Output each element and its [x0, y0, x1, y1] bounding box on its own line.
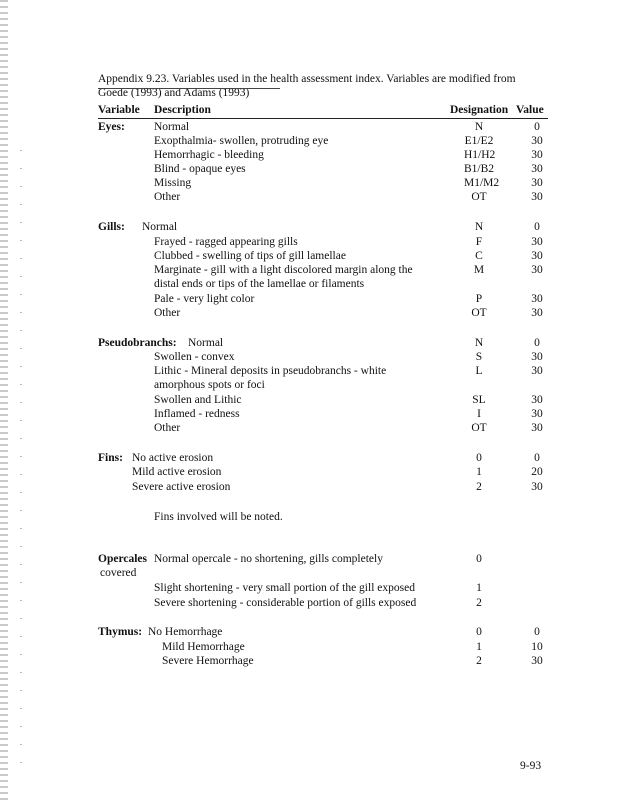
- table-row: [98, 350, 548, 364]
- table-row: [98, 451, 548, 465]
- scan-dots-artifact: [20, 150, 22, 770]
- table-header: [98, 104, 548, 118]
- caption-underline: [98, 88, 280, 89]
- table-row: [98, 480, 548, 494]
- row-designation: M: [473, 264, 485, 276]
- row-designation: S: [475, 351, 483, 363]
- table-row: [98, 421, 548, 435]
- row-value: 10: [531, 641, 543, 653]
- header-rule: [98, 118, 548, 119]
- row-description: Severe shortening - considerable portion of gills exposed: [154, 597, 417, 609]
- row-value: 30: [531, 481, 543, 493]
- table-row: [98, 640, 548, 654]
- table-row: [98, 378, 548, 392]
- row-value: 30: [531, 264, 543, 276]
- header-designation: Designation: [450, 104, 509, 116]
- table-row: [98, 220, 548, 234]
- page-number: 9-93: [520, 760, 542, 772]
- row-designation: OT: [471, 307, 487, 319]
- row-designation: 0: [476, 553, 482, 565]
- row-value: 30: [531, 149, 543, 161]
- row-description: Mild active erosion: [132, 466, 222, 478]
- table-row: [98, 249, 548, 263]
- thymus-label: Thymus:: [98, 626, 143, 638]
- row-designation: I: [477, 408, 481, 420]
- row-description: distal ends or tips of the lamellae or filaments: [154, 278, 365, 290]
- row-designation: L: [475, 365, 483, 377]
- caption-line-2: Goede (1993) and Adams (1993): [98, 87, 250, 99]
- table-row: [98, 162, 548, 176]
- table-row: [98, 364, 548, 378]
- row-designation: 1: [476, 641, 482, 653]
- row-designation: P: [475, 293, 483, 305]
- row-description: Normal: [154, 121, 190, 133]
- header-description: Description: [154, 104, 211, 116]
- row-designation: N: [474, 221, 484, 233]
- row-description: Normal: [142, 221, 178, 233]
- row-value: 0: [534, 626, 540, 638]
- row-value: 0: [534, 121, 540, 133]
- row-designation: B1/B2: [464, 163, 495, 175]
- row-designation: 2: [476, 597, 482, 609]
- row-value: 20: [531, 466, 543, 478]
- row-description: Lithic - Mineral deposits in pseudobranchs - white: [154, 365, 387, 377]
- row-value: 0: [534, 452, 540, 464]
- row-value: 30: [531, 655, 543, 667]
- row-description: Mild Hemorrhage: [162, 641, 245, 653]
- row-designation: 2: [476, 655, 482, 667]
- table-row: [98, 465, 548, 479]
- row-value: 0: [534, 221, 540, 233]
- row-value: 30: [531, 293, 543, 305]
- table-row: [98, 581, 548, 595]
- row-designation: N: [474, 121, 484, 133]
- row-description: Marginate - gill with a light discolored margin along the: [154, 264, 413, 276]
- row-description: Swollen - convex: [154, 351, 235, 363]
- gills-label: Gills:: [98, 221, 125, 233]
- fins-note-row: [98, 510, 548, 524]
- row-value: 30: [531, 135, 543, 147]
- row-designation: 1: [476, 582, 482, 594]
- row-value: 0: [534, 337, 540, 349]
- table-row: [98, 393, 548, 407]
- table-row: [98, 306, 548, 320]
- table-row: [98, 134, 548, 148]
- row-description: Missing: [154, 177, 192, 189]
- row-description: Severe active erosion: [132, 481, 231, 493]
- row-designation: F: [475, 236, 483, 248]
- caption-line-1: Appendix 9.23. Variables used in the health assessment index. Variables are modified from: [98, 73, 516, 85]
- row-value: 30: [531, 351, 543, 363]
- row-description: Inflamed - redness: [154, 408, 240, 420]
- row-description: Normal: [188, 337, 224, 349]
- row-description: Other: [154, 307, 181, 319]
- row-designation: M1/M2: [464, 177, 500, 189]
- row-designation: OT: [471, 422, 487, 434]
- row-value: 30: [531, 365, 543, 377]
- row-description: Exopthalmia- swollen, protruding eye: [154, 135, 329, 147]
- row-value: 30: [531, 250, 543, 262]
- row-value: 30: [531, 163, 543, 175]
- scan-edge-artifact: [0, 0, 8, 800]
- row-value: 30: [531, 177, 543, 189]
- row-designation: SL: [472, 394, 486, 406]
- row-description: covered: [100, 567, 137, 579]
- table-row: [98, 235, 548, 249]
- row-designation: OT: [471, 191, 487, 203]
- row-designation: N: [474, 337, 484, 349]
- table-row: [98, 176, 548, 190]
- row-value: 30: [531, 408, 543, 420]
- row-designation: C: [475, 250, 483, 262]
- table-row: [98, 566, 548, 580]
- row-designation: H1/H2: [464, 149, 496, 161]
- table-row: [98, 407, 548, 421]
- row-description: Other: [154, 422, 181, 434]
- row-value: 30: [531, 236, 543, 248]
- table-row: [98, 596, 548, 610]
- row-description: No Hemorrhage: [148, 626, 223, 638]
- fins-label: Fins:: [98, 452, 123, 464]
- row-value: 30: [531, 307, 543, 319]
- table-row: [98, 277, 548, 291]
- row-description: Slight shortening - very small portion of the gill exposed: [154, 582, 415, 594]
- row-description: Pale - very light color: [154, 293, 255, 305]
- fins-note: Fins involved will be noted.: [154, 511, 283, 523]
- row-value: 30: [531, 191, 543, 203]
- table-row: [98, 120, 548, 134]
- table-row: [98, 292, 548, 306]
- row-designation: 1: [476, 466, 482, 478]
- header-value: Value: [516, 104, 544, 116]
- row-description: Normal opercale - no shortening, gills completely: [154, 553, 383, 565]
- row-description: Frayed - ragged appearing gills: [154, 236, 298, 248]
- caption: [98, 72, 543, 100]
- row-description: No active erosion: [132, 452, 214, 464]
- row-designation: 2: [476, 481, 482, 493]
- table-row: [98, 190, 548, 204]
- header-variable: Variable: [98, 104, 140, 116]
- table-row: [98, 625, 548, 639]
- eyes-label: Eyes:: [98, 121, 125, 133]
- row-value: 30: [531, 394, 543, 406]
- table-row: [98, 336, 548, 350]
- opercales-label: Opercales: [98, 553, 147, 565]
- table-row: [98, 263, 548, 277]
- row-description: Hemorrhagic - bleeding: [154, 149, 264, 161]
- row-designation: 0: [476, 452, 482, 464]
- row-designation: 0: [476, 626, 482, 638]
- row-value: 30: [531, 422, 543, 434]
- table-row: [98, 654, 548, 668]
- row-description: Clubbed - swelling of tips of gill lamellae: [154, 250, 346, 262]
- row-description: Blind - opaque eyes: [154, 163, 246, 175]
- row-description: Swollen and Lithic: [154, 394, 242, 406]
- row-description: amorphous spots or foci: [154, 379, 265, 391]
- pseudobranchs-label: Pseudobranchs:: [98, 337, 177, 349]
- table-row: [98, 148, 548, 162]
- row-designation: E1/E2: [464, 135, 494, 147]
- table-row: [98, 552, 548, 566]
- row-description: Severe Hemorrhage: [162, 655, 254, 667]
- row-description: Other: [154, 191, 181, 203]
